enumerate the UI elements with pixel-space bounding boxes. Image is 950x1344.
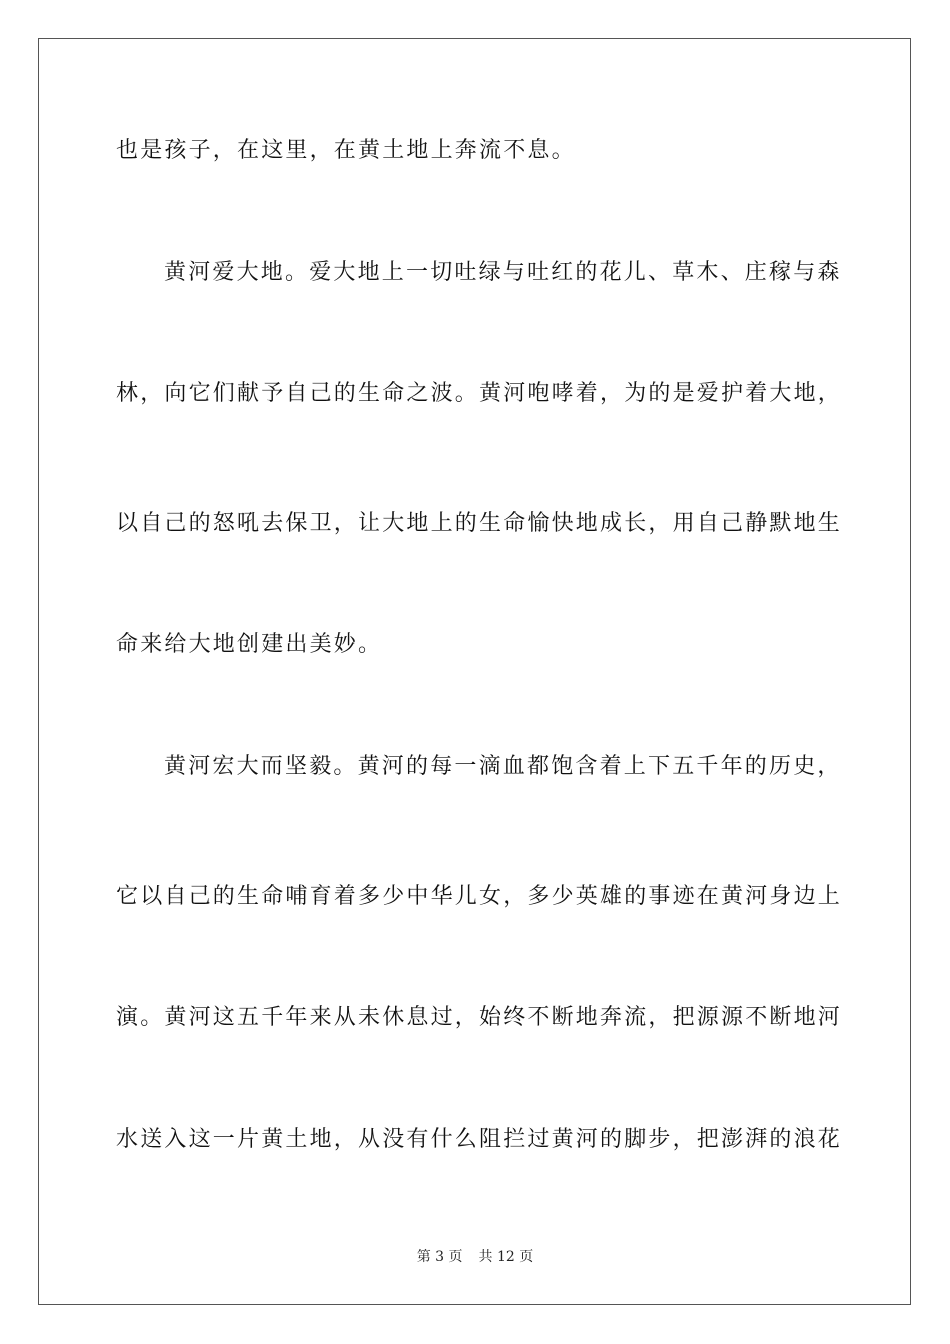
paragraph-line-6: 黄河宏大而坚毅。黄河的每一滴血都饱含着上下五千年的历史， xyxy=(164,754,842,779)
paragraph-line-1: 也是孩子，在这里，在黄土地上奔流不息。 xyxy=(116,138,576,163)
paragraph-line-2: 黄河爱大地。爱大地上一切吐绿与吐红的花儿、草木、庄稼与森 xyxy=(164,260,842,285)
page-total: 共 12 页 xyxy=(478,1249,534,1265)
page-number: 第 3 页 xyxy=(416,1249,463,1265)
paragraph-line-3: 林，向它们献予自己的生命之波。黄河咆哮着，为的是爱护着大地， xyxy=(116,381,843,406)
paragraph-line-9: 水送入这一片黄土地，从没有什么阻拦过黄河的脚步，把澎湃的浪花 xyxy=(116,1127,843,1152)
paragraph-line-5: 命来给大地创建出美妙。 xyxy=(116,632,383,657)
paragraph-line-8: 演。黄河这五千年来从未休息过，始终不断地奔流，把源源不断地河 xyxy=(116,1005,843,1030)
paragraph-line-7: 它以自己的生命哺育着多少中华儿女，多少英雄的事迹在黄河身边上 xyxy=(116,884,843,909)
page-footer xyxy=(0,1248,950,1266)
paragraph-line-4: 以自己的怒吼去保卫，让大地上的生命愉快地成长，用自己静默地生 xyxy=(116,511,843,536)
page-border xyxy=(38,38,911,1305)
